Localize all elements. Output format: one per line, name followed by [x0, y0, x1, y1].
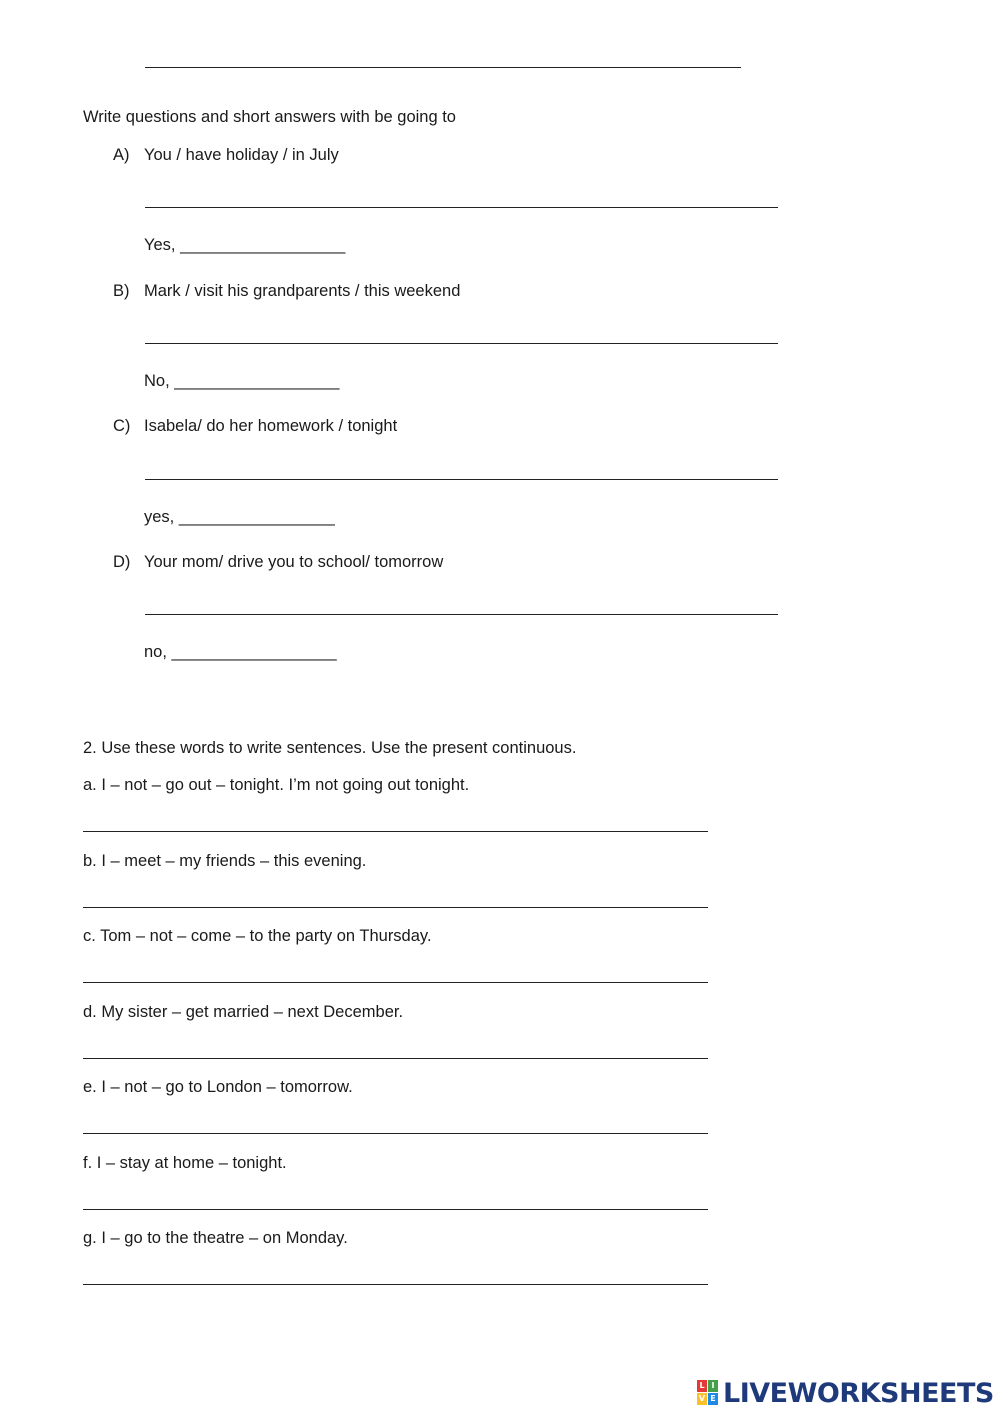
sentence-answer-line[interactable] [83, 982, 708, 983]
exercise-item: g. I – go to the theatre – on Monday. [83, 1229, 348, 1247]
exercise-item: b. I – meet – my friends – this evening. [83, 852, 367, 870]
short-answer[interactable]: Yes, __________________ [144, 236, 346, 254]
logo-mark-letter: I [708, 1380, 718, 1392]
item-prompt: Mark / visit his grandparents / this weekend [144, 282, 461, 300]
section2-instruction: 2. Use these words to write sentences. Use the present continuous. [83, 739, 577, 757]
logo-mark-letter: E [708, 1393, 718, 1405]
short-answer[interactable]: No, __________________ [144, 372, 340, 390]
logo-mark-letter: L [697, 1380, 707, 1392]
item-prompt: Isabela/ do her homework / tonight [144, 417, 398, 435]
sentence-answer-line[interactable] [83, 1284, 708, 1285]
sentence-answer-line[interactable] [83, 907, 708, 908]
item-prompt: Your mom/ drive you to school/ tomorrow [144, 553, 444, 571]
short-answer[interactable]: no, __________________ [144, 643, 337, 661]
item-letter: D) [113, 553, 131, 571]
item-letter: A) [113, 146, 130, 164]
question-answer-line[interactable] [145, 479, 778, 480]
liveworksheets-logo [697, 1378, 994, 1408]
sentence-answer-line[interactable] [83, 1133, 708, 1134]
short-answer[interactable]: yes, _________________ [144, 508, 335, 526]
exercise-item: c. Tom – not – come – to the party on Thursday. [83, 927, 432, 945]
logo-mark-icon [697, 1380, 719, 1406]
logo-mark-letter: V [698, 1394, 706, 1403]
sentence-answer-line[interactable] [83, 831, 708, 832]
exercise-item: a. I – not – go out – tonight. I’m not going out tonight. [83, 776, 470, 794]
section1-instruction: Write questions and short answers with be going to [83, 108, 456, 126]
exercise-item: e. I – not – go to London – tomorrow. [83, 1078, 353, 1096]
question-answer-line[interactable] [145, 614, 778, 615]
sentence-answer-line[interactable] [83, 1058, 708, 1059]
exercise-item: d. My sister – get married – next December. [83, 1003, 404, 1021]
question-answer-line[interactable] [145, 207, 778, 208]
answer-line-top[interactable] [145, 67, 741, 68]
logo-text: LIVEWORKSHEETS [723, 1377, 994, 1409]
sentence-answer-line[interactable] [83, 1209, 708, 1210]
item-letter: C) [113, 417, 131, 435]
item-prompt: You / have holiday / in July [144, 146, 339, 164]
item-letter: B) [113, 282, 130, 300]
exercise-item: f. I – stay at home – tonight. [83, 1154, 287, 1172]
question-answer-line[interactable] [145, 343, 778, 344]
